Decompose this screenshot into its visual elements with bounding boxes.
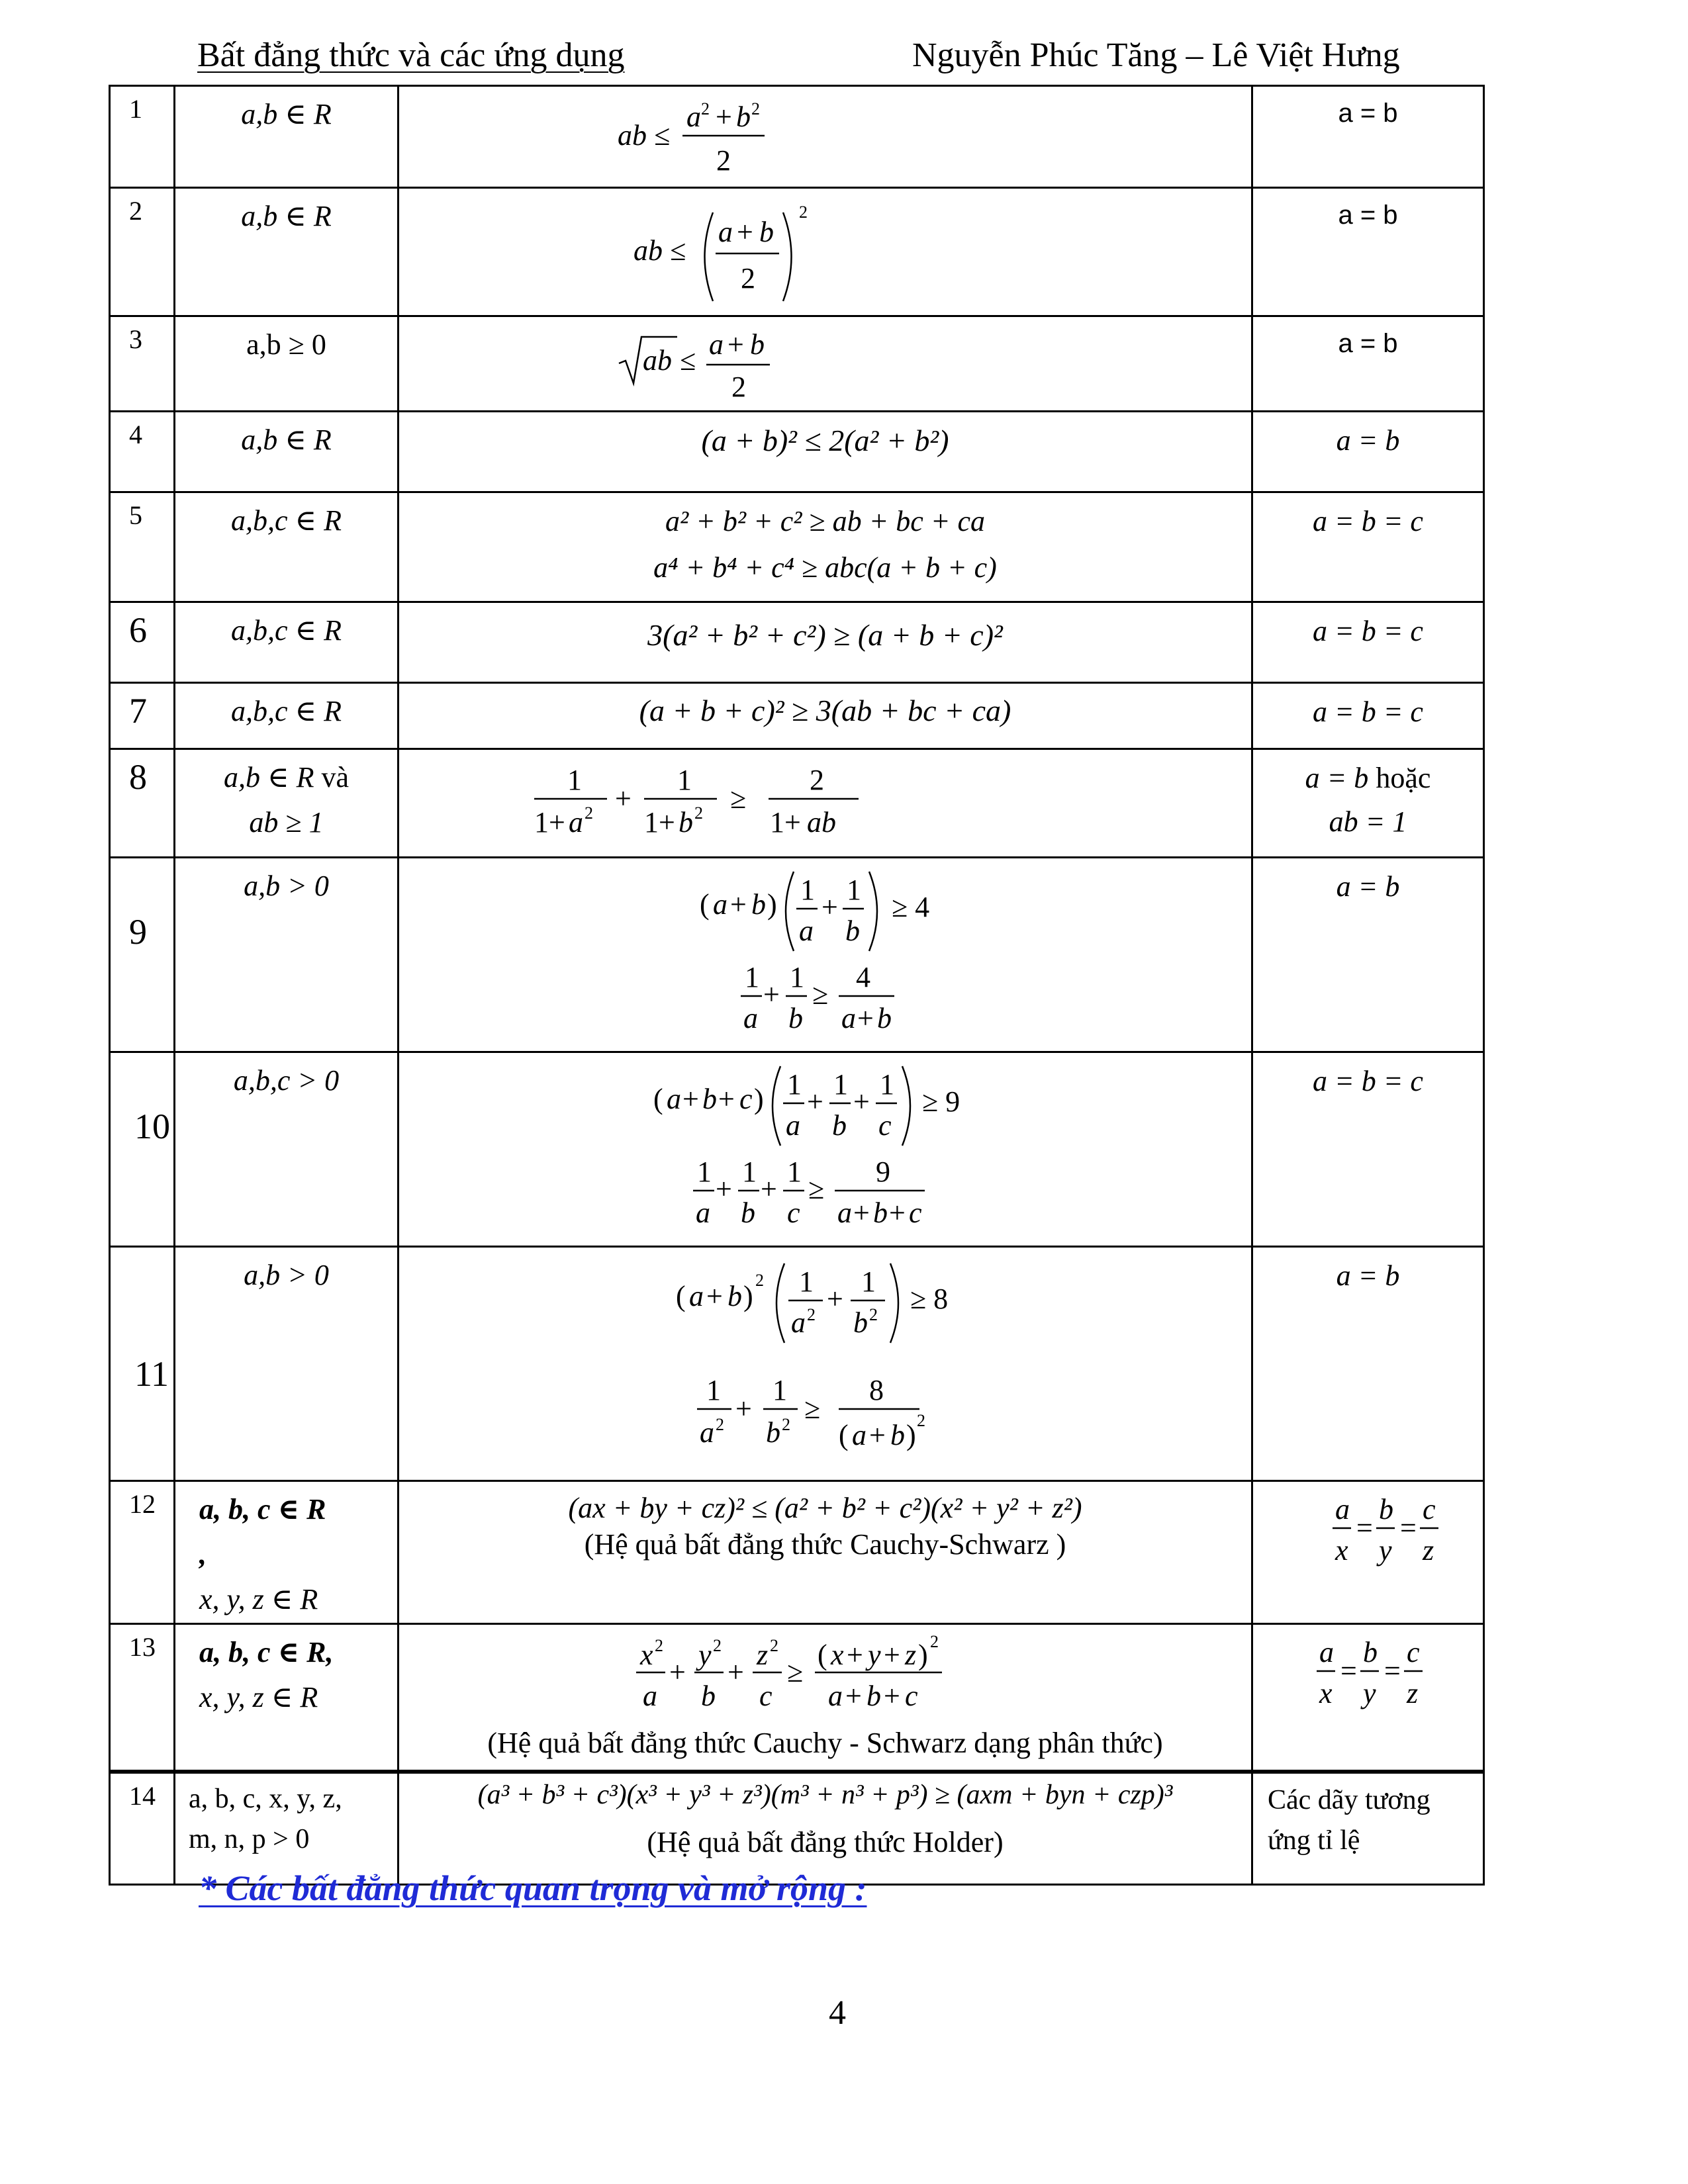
row-formula <box>402 755 1249 848</box>
svg-text:+: + <box>760 1173 777 1205</box>
svg-text:a: a <box>837 1197 852 1229</box>
row-formula <box>402 1627 1249 1720</box>
svg-text:2: 2 <box>929 1631 939 1651</box>
table-row <box>110 188 1484 316</box>
svg-text:2: 2 <box>694 803 703 823</box>
row-condition: a,b ∈ R <box>241 98 332 130</box>
row-condition: a,b,c > 0 <box>233 1064 340 1097</box>
row-number: 4 <box>129 420 142 449</box>
svg-text:y: y <box>1362 1676 1376 1709</box>
row-condition: a,b,c ∈ R <box>231 614 342 647</box>
svg-text:y: y <box>698 1638 712 1671</box>
svg-text:1: 1 <box>706 1374 721 1406</box>
row-formula: a² + b² + c² ≥ ab + bc + ca <box>665 505 986 537</box>
row-equality-condition: Các dãy tương <box>1268 1785 1430 1816</box>
svg-text:2: 2 <box>700 99 710 118</box>
row-formula <box>402 1253 1249 1471</box>
svg-text:1: 1 <box>800 874 815 906</box>
header-authors: Nguyễn Phúc Tăng – Lê Việt Hưng <box>912 36 1400 74</box>
svg-text:1+: 1+ <box>534 806 565 839</box>
row-equality-condition: a = b = c <box>1313 696 1423 728</box>
svg-text:c: c <box>739 1083 753 1115</box>
svg-text:c: c <box>904 1679 918 1712</box>
page-number: 4 <box>829 1994 846 2032</box>
svg-text:2: 2 <box>715 1415 724 1434</box>
svg-text:b: b <box>751 888 766 921</box>
row-equality-condition-second: ứng tỉ lệ <box>1268 1825 1360 1856</box>
svg-text:b: b <box>727 1280 742 1312</box>
row-equality-condition: a = b <box>1338 329 1398 358</box>
row-condition: a,b ∈ R <box>241 200 332 232</box>
table-row <box>110 86 1484 188</box>
row-condition: a, b, c ∈ R <box>199 1493 326 1525</box>
svg-text:+: + <box>883 1638 900 1671</box>
svg-text:2: 2 <box>731 371 746 402</box>
svg-text:ab: ab <box>806 806 836 839</box>
svg-text:+: + <box>669 1655 686 1688</box>
svg-text:1: 1 <box>798 1265 814 1298</box>
svg-text:1: 1 <box>786 1156 802 1188</box>
svg-text:b: b <box>788 1002 803 1034</box>
svg-text:): ) <box>743 1280 753 1312</box>
row-number: 3 <box>129 324 142 354</box>
svg-text:b: b <box>872 1197 888 1229</box>
svg-text:b: b <box>866 1679 881 1712</box>
svg-text:+: + <box>853 1085 870 1118</box>
table-row <box>110 316 1484 412</box>
row-equality-condition: a = b <box>1305 762 1369 794</box>
row-formula: (a³ + b³ + c³)(x³ + y³ + z³)(m³ + n³ + p³) ≥ (axm + byn + czp)³ <box>477 1780 1173 1811</box>
svg-text:+: + <box>857 1002 874 1034</box>
svg-text:b: b <box>702 1083 717 1115</box>
row-condition-second: ab ≥ 1 <box>249 806 324 839</box>
svg-text:2: 2 <box>755 1271 764 1290</box>
table-row <box>110 1481 1484 1624</box>
svg-text:2: 2 <box>916 1411 925 1430</box>
svg-text:+: + <box>682 1083 699 1115</box>
svg-text:+: + <box>826 1283 843 1315</box>
svg-text:a: a <box>841 1002 856 1034</box>
row-equality-condition <box>1269 1486 1468 1572</box>
svg-text:8: 8 <box>868 1374 884 1406</box>
svg-text:≥: ≥ <box>729 782 746 815</box>
svg-text:c: c <box>786 1197 800 1229</box>
svg-text:+: + <box>715 1173 732 1205</box>
svg-text:2: 2 <box>809 764 824 796</box>
row-equality-condition: a = b <box>1338 201 1398 230</box>
svg-text:c: c <box>908 1197 922 1229</box>
table-row <box>110 412 1484 492</box>
row-formula-second: a⁴ + b⁴ + c⁴ ≥ abc(a + b + c) <box>653 551 997 584</box>
svg-text:1: 1 <box>567 764 582 796</box>
row-equality-condition <box>1269 1629 1468 1715</box>
svg-text:1: 1 <box>789 961 804 993</box>
svg-text:b: b <box>735 101 751 133</box>
svg-text:≥: ≥ <box>812 978 828 1011</box>
svg-text:9: 9 <box>875 1156 890 1188</box>
svg-text:(: ( <box>817 1638 827 1671</box>
svg-text:a: a <box>851 1419 867 1451</box>
row-number: 8 <box>129 757 147 797</box>
svg-text:+: + <box>853 1197 870 1229</box>
svg-text:≥ 9: ≥ 9 <box>921 1085 960 1118</box>
svg-text:b: b <box>831 1109 847 1142</box>
svg-text:c: c <box>1406 1635 1420 1668</box>
row-equality-condition: a = b <box>1336 424 1400 457</box>
svg-text:+: + <box>727 328 744 361</box>
svg-text:b: b <box>700 1679 716 1712</box>
svg-text:): ) <box>767 888 777 921</box>
svg-text:2: 2 <box>798 203 808 222</box>
row-formula: (ax + by + cz)² ≤ (a² + b² + c²)(x² + y² + z²) <box>568 1492 1082 1524</box>
svg-text:+: + <box>614 782 632 815</box>
svg-text:a: a <box>827 1679 843 1712</box>
svg-text:+: + <box>845 1679 862 1712</box>
row-formula <box>402 92 1249 178</box>
svg-text:(: ( <box>838 1419 849 1451</box>
row-condition: a,b > 0 <box>244 870 329 902</box>
svg-text:=: = <box>1356 1512 1373 1544</box>
svg-text:a: a <box>743 1002 758 1034</box>
row-number: 1 <box>129 94 142 124</box>
svg-text:1: 1 <box>696 1156 712 1188</box>
svg-text:+: + <box>821 891 838 923</box>
svg-text:c: c <box>878 1109 892 1142</box>
svg-text:a: a <box>695 1197 710 1229</box>
svg-text:2: 2 <box>584 803 593 823</box>
svg-text:b: b <box>678 806 693 839</box>
svg-text:(: ( <box>699 888 710 921</box>
row-note: (Hệ quả bất đẳng thức Cauchy - Schwarz dạng phân thức) <box>487 1726 1163 1759</box>
table-row <box>110 1623 1484 1772</box>
table-row <box>110 683 1484 749</box>
header-document-title: Bất đẳng thức và các ứng dụng <box>197 36 625 74</box>
row-condition-separator: , <box>199 1538 207 1571</box>
svg-text:): ) <box>906 1419 916 1451</box>
row-note: (Hệ quả bất đẳng thức Cauchy-Schwarz ) <box>584 1528 1066 1561</box>
svg-text:=: = <box>1383 1654 1401 1687</box>
svg-text:4: 4 <box>855 961 870 993</box>
svg-text:a: a <box>785 1109 800 1142</box>
svg-text:1+: 1+ <box>643 806 675 839</box>
svg-text:+: + <box>735 1392 752 1425</box>
svg-text:b: b <box>853 1306 868 1339</box>
row-condition: a,b ∈ R <box>241 424 332 456</box>
row-number: 13 <box>129 1631 156 1662</box>
row-condition: a,b ≥ 0 <box>246 328 326 361</box>
row-equality-condition: a = b = c <box>1313 615 1423 647</box>
svg-text:y: y <box>1378 1534 1392 1567</box>
svg-text:x: x <box>1335 1534 1348 1567</box>
svg-text:≥: ≥ <box>804 1392 820 1425</box>
row-condition: a,b,c ∈ R <box>231 695 342 727</box>
svg-text:x: x <box>1319 1676 1333 1709</box>
row-condition: a,b ∈ R <box>224 761 314 794</box>
row-formula <box>402 1058 1249 1237</box>
row-condition: a, b, c, x, y, z, <box>189 1784 342 1815</box>
svg-text:≥: ≥ <box>786 1655 803 1688</box>
svg-text:b: b <box>1378 1493 1393 1525</box>
svg-text:2: 2 <box>781 1415 790 1434</box>
row-number: 7 <box>129 691 147 731</box>
row-formula <box>402 322 1249 402</box>
svg-text:(: ( <box>675 1280 686 1312</box>
svg-text:a: a <box>790 1306 806 1339</box>
row-equality-connector: hoặc <box>1376 762 1431 794</box>
svg-text:(: ( <box>653 1083 663 1115</box>
svg-text:b: b <box>759 216 774 248</box>
svg-text:): ) <box>917 1638 928 1671</box>
row-equality-condition-second: ab = 1 <box>1329 805 1407 838</box>
svg-text:x: x <box>639 1638 653 1671</box>
svg-text:2: 2 <box>740 262 755 295</box>
row-number: 11 <box>134 1354 169 1394</box>
svg-text:y: y <box>867 1638 881 1671</box>
section-title: * Các bất đẳng thức quan trọng và mở rộng : <box>199 1868 867 1908</box>
svg-text:a: a <box>666 1083 681 1115</box>
row-condition-second: x, y, z ∈ R <box>199 1680 318 1713</box>
svg-text:1: 1 <box>786 1068 802 1101</box>
svg-text:a: a <box>798 915 814 947</box>
svg-text:2: 2 <box>769 1635 778 1655</box>
table-row <box>110 602 1484 683</box>
row-number: 14 <box>129 1781 156 1811</box>
svg-text:b: b <box>890 1419 905 1451</box>
row-equality-condition: a = b = c <box>1313 1065 1423 1097</box>
row-equality-condition: a = b = c <box>1313 505 1423 537</box>
svg-text:2: 2 <box>716 144 731 177</box>
svg-text:1: 1 <box>772 1374 787 1406</box>
svg-text:z: z <box>1422 1534 1434 1567</box>
row-condition: a,b,c ∈ R <box>231 504 342 537</box>
table-row <box>110 858 1484 1052</box>
svg-text:+: + <box>888 1197 906 1229</box>
svg-text:+: + <box>718 1083 735 1115</box>
row-number: 9 <box>129 912 147 952</box>
row-condition-connector: và <box>321 761 349 794</box>
svg-text:1: 1 <box>879 1068 894 1101</box>
svg-text:≤: ≤ <box>679 344 696 377</box>
svg-text:z: z <box>1406 1676 1418 1709</box>
svg-text:≥: ≥ <box>808 1173 824 1205</box>
svg-text:): ) <box>753 1083 764 1115</box>
row-equality-condition: a = b <box>1336 870 1400 903</box>
svg-text:1+: 1+ <box>769 806 801 839</box>
svg-text:a: a <box>642 1679 657 1712</box>
row-number: 2 <box>129 196 142 226</box>
svg-text:1: 1 <box>744 961 759 993</box>
svg-text:b: b <box>740 1197 755 1229</box>
row-condition: a,b > 0 <box>244 1259 329 1291</box>
svg-text:a: a <box>708 328 724 361</box>
svg-text:a: a <box>1335 1493 1350 1525</box>
table-row <box>110 749 1484 858</box>
table-row <box>110 492 1484 602</box>
row-formula <box>402 864 1249 1042</box>
svg-text:+: + <box>715 101 732 133</box>
svg-text:b: b <box>765 1416 780 1449</box>
row-number: 5 <box>129 500 142 530</box>
row-condition-second: m, n, p > 0 <box>189 1823 310 1854</box>
svg-text:+: + <box>868 1419 886 1451</box>
svg-text:=: = <box>1340 1654 1357 1687</box>
row-equality-condition: a = b <box>1336 1259 1400 1292</box>
svg-text:c: c <box>759 1679 773 1712</box>
svg-text:a: a <box>712 888 727 921</box>
svg-text:+: + <box>729 888 747 921</box>
svg-text:ab ≤: ab ≤ <box>633 234 686 267</box>
svg-text:ab: ab <box>642 344 672 377</box>
svg-text:1: 1 <box>741 1156 757 1188</box>
row-formula: (a + b)² ≤ 2(a² + b²) <box>701 424 949 457</box>
svg-text:b: b <box>845 915 860 947</box>
row-note: (Hệ quả bất đẳng thức Holder) <box>647 1826 1004 1859</box>
svg-text:b: b <box>876 1002 892 1034</box>
svg-text:+: + <box>736 216 753 248</box>
svg-text:x: x <box>830 1638 844 1671</box>
svg-text:=: = <box>1399 1512 1417 1544</box>
svg-text:+: + <box>846 1638 863 1671</box>
svg-text:a: a <box>568 806 583 839</box>
svg-text:z: z <box>904 1638 916 1671</box>
row-equality-condition: a = b <box>1338 99 1398 128</box>
svg-text:+: + <box>727 1655 744 1688</box>
svg-text:+: + <box>706 1280 723 1312</box>
table-row <box>110 1052 1484 1247</box>
row-number: 10 <box>134 1107 170 1146</box>
svg-text:+: + <box>883 1679 900 1712</box>
row-condition: a, b, c ∈ R, <box>199 1635 334 1668</box>
row-formula <box>402 194 1249 306</box>
svg-text:1: 1 <box>833 1068 848 1101</box>
svg-text:z: z <box>756 1638 768 1671</box>
svg-text:a: a <box>688 1280 704 1312</box>
svg-text:+: + <box>763 978 780 1011</box>
svg-text:1: 1 <box>846 874 861 906</box>
row-formula: 3(a² + b² + c²) ≥ (a + b + c)² <box>647 618 1003 652</box>
svg-text:≥ 4: ≥ 4 <box>891 891 929 923</box>
row-number: 12 <box>129 1489 156 1519</box>
svg-text:2: 2 <box>806 1305 816 1324</box>
row-formula: (a + b + c)² ≥ 3(ab + bc + ca) <box>639 694 1011 727</box>
svg-text:b: b <box>749 328 765 361</box>
svg-text:≥ 8: ≥ 8 <box>910 1283 948 1315</box>
svg-text:b: b <box>1362 1635 1378 1668</box>
svg-text:1: 1 <box>861 1265 876 1298</box>
svg-text:a: a <box>718 216 733 248</box>
svg-text:2: 2 <box>712 1635 722 1655</box>
row-condition-second: x, y, z ∈ R <box>199 1583 318 1616</box>
svg-text:+: + <box>806 1085 823 1118</box>
svg-text:2: 2 <box>751 99 760 118</box>
table-row <box>110 1247 1484 1481</box>
svg-text:1: 1 <box>677 764 692 796</box>
svg-text:c: c <box>1422 1493 1436 1525</box>
svg-text:a: a <box>686 101 701 133</box>
svg-text:2: 2 <box>868 1305 878 1324</box>
svg-text:a: a <box>1319 1635 1334 1668</box>
svg-text:ab ≤: ab ≤ <box>617 119 670 152</box>
row-number: 6 <box>129 610 147 650</box>
svg-text:2: 2 <box>654 1635 663 1655</box>
svg-text:a: a <box>699 1416 714 1449</box>
inequality-table <box>109 85 1485 1886</box>
